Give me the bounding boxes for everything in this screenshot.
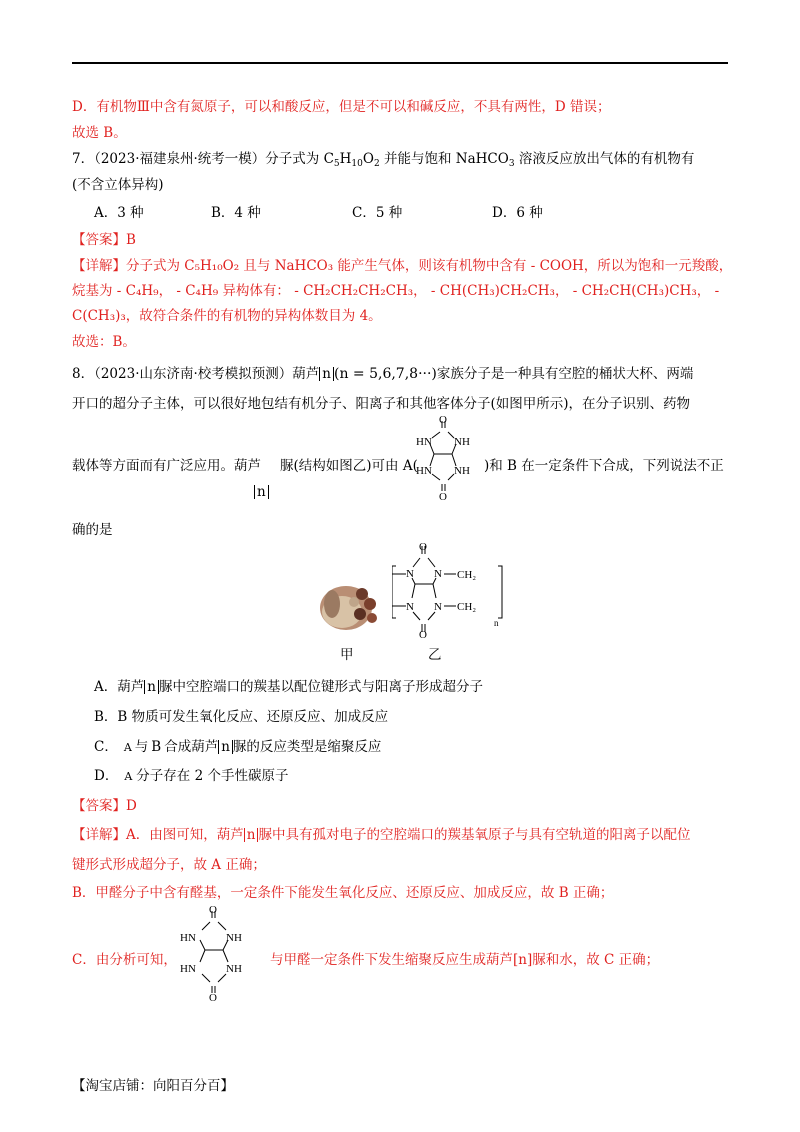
q7-option-d: D．6 种 (492, 205, 543, 221)
q8-stem-line4: 确的是 (72, 522, 113, 538)
svg-text:NH: NH (226, 963, 242, 975)
svg-text:O: O (209, 904, 217, 916)
n-bracket-alone: n (254, 484, 269, 500)
q7-option-a: A．3 种 (94, 205, 144, 221)
svg-text:N: N (434, 601, 442, 613)
svg-text:O: O (419, 629, 427, 640)
q7-detail-line2: 烷基为 - C₄H₉， - C₄H₉ 异构体有： - CH₂CH₂CH₂CH₃， - CH(CH₃)CH₂CH₃， - CH₂CH(CH₃)CH₃， - (72, 283, 720, 299)
q8-stem-line3c: )和 B 在一定条件下合成，下列说法不正 (484, 458, 724, 474)
molecule-a-structure (402, 414, 482, 500)
q8-answer: 【答案】D (72, 798, 137, 814)
q7-stem: 7．（2023·福建泉州·统考一模）分子式为 $C_5H_{10}O_2$ 并能与饱和 NaHCO$_3$ 溶液反应放出气体的有机物有 (72, 151, 695, 169)
q8-stem-line3a: 载体等方面而有广泛应用。葫芦 (72, 458, 261, 474)
q7-option-c: C．5 种 (352, 205, 403, 221)
q7-detail-line3: C(CH₃)₃，故符合条件的有机物的异构体数目为 4。 (72, 308, 382, 324)
q7-stem-line2: (不含立体异构) (72, 177, 164, 193)
q8-detail-c-prefix: C．由分析可知， (72, 952, 177, 968)
q7-option-b: B．4 种 (211, 205, 261, 221)
svg-text:HN: HN (180, 932, 196, 944)
q8-detail-a: 【详解】A．由图可知，葫芦 n 脲中具有孤对电子的空腔端口的羰基氧原子与具有空轨道的阳离子以配位 (72, 827, 691, 843)
glycoluril-structure (178, 904, 250, 1002)
q8-detail-b: B．甲醛分子中含有醛基，一定条件下能发生氧化反应、还原反应、加成反应，故 B 正确； (72, 885, 614, 901)
svg-text:O: O (419, 541, 427, 553)
svg-text:HN: HN (416, 436, 432, 448)
prev-option-d: D．有机物Ⅲ中含有氮原子，可以和酸反应，但是不可以和碱反应，不具有两性，D 错误； (72, 99, 611, 115)
svg-text:n: n (494, 618, 499, 628)
svg-text:NH: NH (454, 436, 470, 448)
figure-label-jia: 甲 (340, 647, 354, 663)
svg-text:N: N (406, 601, 414, 613)
footer-shop: 【淘宝店铺：向阳百分百】 (72, 1078, 234, 1094)
svg-text:O: O (209, 992, 217, 1002)
q8-option-a: A．葫芦 n 脲中空腔端口的羰基以配位键形式与阳离子形成超分子 (94, 679, 483, 695)
svg-text:CH₂: CH₂ (457, 601, 477, 613)
header-rule (72, 62, 728, 64)
q8-stem-line3b: 脲(结构如图乙)可由 A( (280, 458, 418, 474)
cucurbituril-model-image (312, 574, 386, 636)
q8-option-b: B．B 物质可发生氧化反应、还原反应、加成反应 (94, 709, 389, 725)
q8-option-c: C． A 与 B 合成葫芦 n 脲的反应类型是缩聚反应 (94, 739, 382, 755)
q8-stem-line2: 开口的超分子主体，可以很好地包结有机分子、阳离子和其他客体分子(如图甲所示)，在分子识别、药物 (72, 396, 691, 412)
q8-detail-a-line2: 键形式形成超分子，故 A 正确； (72, 857, 266, 873)
cucurbituril-structure (392, 540, 504, 640)
q8-option-d: D． A 分子存在 2 个手性碳原子 (94, 768, 289, 784)
q7-detail-line1: 【详解】分子式为 C₅H₁₀O₂ 且与 NaHCO₃ 能产生气体，则该有机物中含有 - COOH，所以为饱和一元羧酸， (72, 258, 733, 274)
prev-choose: 故选 B。 (72, 125, 127, 141)
figure-label-yi: 乙 (428, 647, 442, 663)
q8-detail-c-text: 与甲醛一定条件下发生缩聚反应生成葫芦[n]脲和水，故 C 正确； (270, 952, 660, 968)
svg-text:CH₂: CH₂ (457, 569, 477, 581)
svg-text:N: N (406, 568, 414, 580)
svg-text:HN: HN (180, 963, 196, 975)
q7-answer: 【答案】B (72, 232, 136, 248)
q7-choose: 故选：B。 (72, 334, 136, 350)
q8-stem: 8．（2023·山东济南·校考模拟预测）葫芦 n (n = 5,6,7,8···)家族分子是一种具有空腔的桶状大杯、两端 (72, 366, 694, 382)
svg-text:HN: HN (416, 465, 432, 477)
n-bracket: n (319, 367, 334, 381)
svg-text:NH: NH (226, 932, 242, 944)
svg-text:O: O (439, 414, 447, 426)
svg-text:N: N (434, 568, 442, 580)
svg-text:O: O (439, 491, 447, 500)
svg-text:NH: NH (454, 465, 470, 477)
